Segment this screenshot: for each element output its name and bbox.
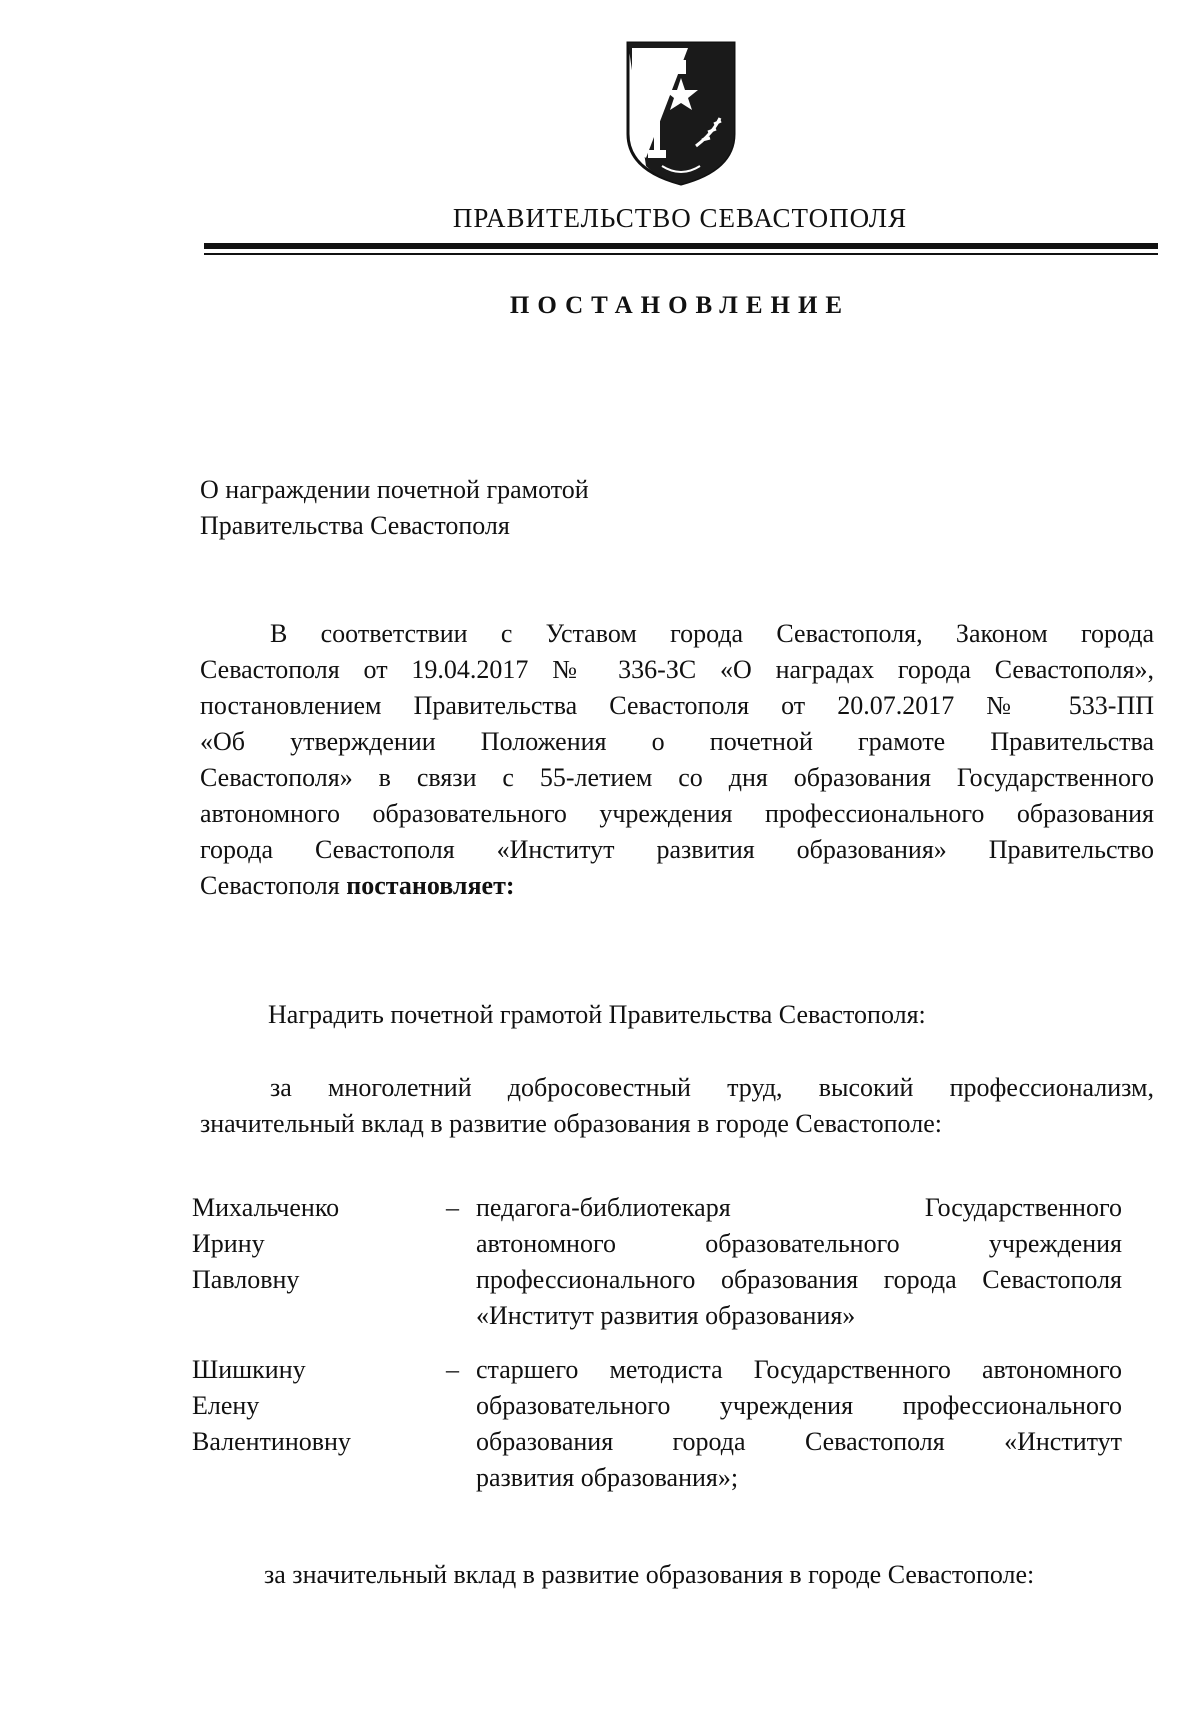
- award-reason-2: за значительный вклад в развитие образования в городе Севастополе:: [264, 1560, 1035, 1589]
- reason-line: за многолетний добросовестный труд, высокий профессионализм,: [270, 1073, 1154, 1102]
- preamble-line: Севастополя от 19.04.2017 № 336-ЗС «О наградах города Севастополя»,: [200, 655, 1154, 684]
- entry-dash: –: [446, 1355, 459, 1384]
- award-reason-1: [200, 1070, 1154, 1142]
- subject-line: Правительства Севастополя: [200, 511, 510, 540]
- position-line: профессионального образования города Севастополя: [476, 1265, 1122, 1294]
- decree-statement: Наградить почетной грамотой Правительства Севастополя:: [268, 1000, 926, 1029]
- subject-line: О награждении почетной грамотой: [200, 475, 589, 504]
- awardee-name-line: Шишкину: [192, 1355, 306, 1384]
- preamble-last-line: [200, 868, 1154, 904]
- preamble-line: Севастополя» в связи с 55-летием со дня образования Государственного: [200, 763, 1154, 792]
- document-subject: [200, 472, 589, 544]
- position-line: образовательного учреждения профессионального: [476, 1391, 1122, 1420]
- preamble-line: «Об утверждении Положения о почетной грамоте Правительства: [200, 727, 1154, 756]
- awardee-name-line: Ирину: [192, 1229, 265, 1258]
- resolves-keyword: постановляет:: [346, 871, 515, 900]
- position-line: педагога-библиотекаря Государственного: [476, 1193, 1122, 1222]
- document-type-heading: ПОСТАНОВЛЕНИЕ: [509, 292, 851, 319]
- reason-line: значительный вклад в развитие образования в городе Севастополе:: [200, 1109, 942, 1138]
- awardee-name-line: Валентиновну: [192, 1427, 351, 1456]
- awardee-name: [192, 1352, 422, 1460]
- awardee-entry: [192, 1352, 1132, 1512]
- awardee-position: [476, 1190, 1122, 1334]
- position-line: образования города Севастополя «Институт: [476, 1427, 1122, 1456]
- preamble-line: города Севастополя «Институт развития образования» Правительство: [200, 835, 1154, 864]
- preamble-line: автономного образовательного учреждения профессионального образования: [200, 799, 1154, 828]
- position-line: «Институт развития образования»: [476, 1301, 856, 1330]
- position-line: автономного образовательного учреждения: [476, 1229, 1122, 1258]
- position-line: развития образования»;: [476, 1463, 739, 1492]
- header-divider-thick: [204, 243, 1158, 249]
- government-title: ПРАВИТЕЛЬСТВО СЕВАСТОПОЛЯ: [452, 203, 908, 233]
- coat-of-arms-emblem: [618, 38, 744, 188]
- preamble-paragraph: [200, 616, 1154, 904]
- awardee-name-line: Павловну: [192, 1265, 300, 1294]
- awardee-entry: [192, 1190, 1132, 1340]
- awardee-name: [192, 1190, 422, 1298]
- preamble-line: постановлением Правительства Севастополя от 20.07.2017 № 533-ПП: [200, 691, 1154, 720]
- preamble-last-plain: Севастополя: [200, 871, 347, 900]
- awardee-name-line: Михальченко: [192, 1193, 340, 1222]
- preamble-line: В соответствии с Уставом города Севастополя, Законом города: [270, 619, 1154, 648]
- position-line: старшего методиста Государственного автономного: [476, 1355, 1122, 1384]
- header-divider-thin: [204, 253, 1158, 255]
- awardee-name-line: Елену: [192, 1391, 260, 1420]
- awardee-position: [476, 1352, 1122, 1496]
- entry-dash: –: [446, 1193, 459, 1222]
